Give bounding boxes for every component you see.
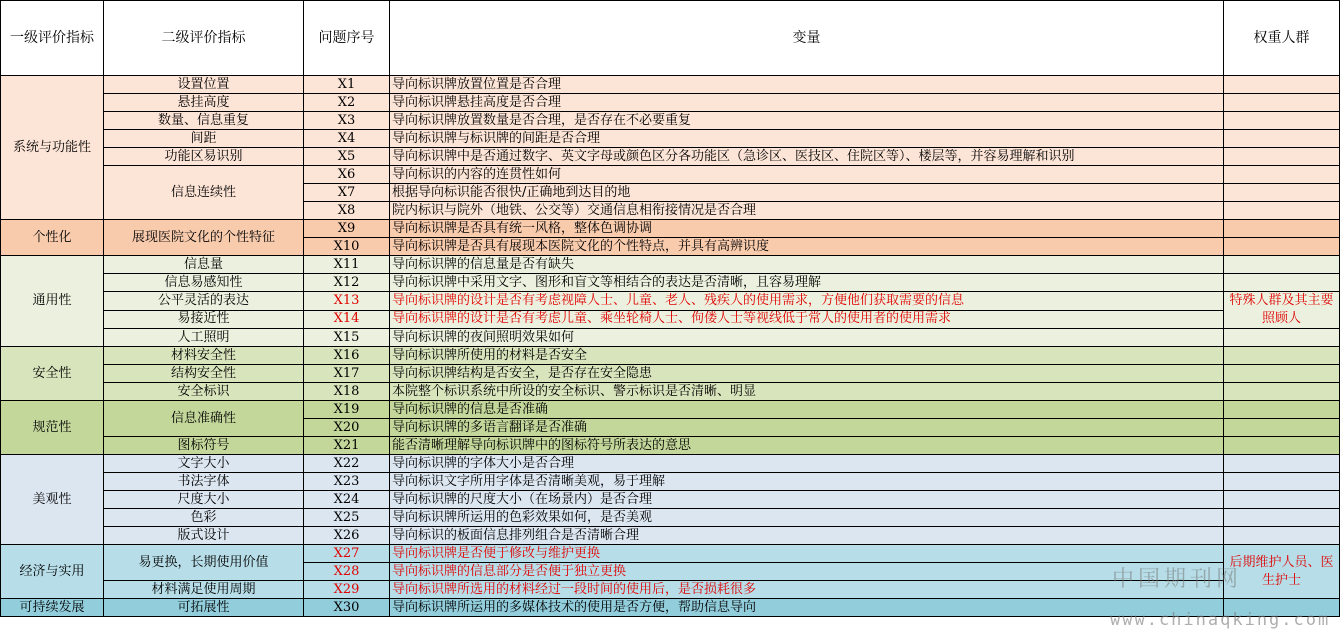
var-cell: 导向标识牌的设计是否有考虑视障人士、儿童、老人、残疾人的使用需求，方便他们获取需要的信息 bbox=[390, 292, 1224, 311]
header-weight-group: 权重人群 bbox=[1224, 1, 1340, 76]
id-cell: X4 bbox=[304, 130, 390, 148]
id-cell: X11 bbox=[304, 256, 390, 274]
id-cell: X27 bbox=[304, 545, 390, 563]
sub-cell: 可拓展性 bbox=[104, 599, 304, 617]
weight-cell bbox=[1224, 220, 1340, 238]
sub-cell: 展现医院文化的个性特征 bbox=[104, 220, 304, 256]
var-cell: 导向标识的内容的连贯性如何 bbox=[390, 166, 1224, 184]
header-question-id: 问题序号 bbox=[304, 1, 390, 76]
sub-cell: 结构安全性 bbox=[104, 365, 304, 383]
table-row bbox=[1, 166, 1340, 184]
id-cell: X2 bbox=[304, 94, 390, 112]
weight-cell bbox=[1224, 509, 1340, 527]
table-row bbox=[1, 256, 1340, 274]
var-cell: 导向标识牌所运用的多媒体技术的使用是否方便，帮助信息导向 bbox=[390, 599, 1224, 617]
sub-cell: 悬挂高度 bbox=[104, 94, 304, 112]
sub-cell: 尺度大小 bbox=[104, 491, 304, 509]
id-cell: X7 bbox=[304, 184, 390, 202]
var-cell: 导向标识牌的多语言翻译是否准确 bbox=[390, 419, 1224, 437]
weight-cell bbox=[1224, 148, 1340, 166]
table-row bbox=[1, 76, 1340, 94]
watermark-title: 中国期刊网 bbox=[1112, 567, 1243, 592]
table-row bbox=[1, 220, 1340, 238]
table-row bbox=[1, 94, 1340, 112]
var-cell: 导向标识文字所用字体是否清晰美观，易于理解 bbox=[390, 473, 1224, 491]
sub-cell: 功能区易识别 bbox=[104, 148, 304, 166]
header-level1: 一级评价指标 bbox=[1, 1, 104, 76]
var-cell: 导向标识牌结构是否安全，是否存在安全隐患 bbox=[390, 365, 1224, 383]
group-cell: 通用性 bbox=[1, 256, 104, 347]
table-row bbox=[1, 599, 1340, 617]
sub-cell: 信息连续性 bbox=[104, 166, 304, 220]
table-header-row bbox=[1, 1, 1340, 76]
sub-cell: 公平灵活的表达 bbox=[104, 292, 304, 311]
sub-cell: 版式设计 bbox=[104, 527, 304, 545]
id-cell: X23 bbox=[304, 473, 390, 491]
group-cell: 规范性 bbox=[1, 401, 104, 455]
var-cell: 导向标识牌的信息量是否有缺失 bbox=[390, 256, 1224, 274]
var-cell: 导向标识牌的信息是否准确 bbox=[390, 401, 1224, 419]
table-row bbox=[1, 509, 1340, 527]
weight-cell bbox=[1224, 184, 1340, 202]
group-cell: 经济与实用 bbox=[1, 545, 104, 599]
id-cell: X10 bbox=[304, 238, 390, 256]
weight-cell bbox=[1224, 365, 1340, 383]
weight-cell: 后期维护人员、医生护士 bbox=[1224, 545, 1340, 599]
var-cell: 导向标识牌中采用文字、图形和盲文等相结合的表达是否清晰，且容易理解 bbox=[390, 274, 1224, 292]
id-cell: X5 bbox=[304, 148, 390, 166]
table-row bbox=[1, 292, 1340, 311]
id-cell: X18 bbox=[304, 383, 390, 401]
var-cell: 导向标识牌放置数量是否合理，是否存在不必要重复 bbox=[390, 112, 1224, 130]
weight-cell bbox=[1224, 202, 1340, 220]
id-cell: X6 bbox=[304, 166, 390, 184]
sub-cell: 信息准确性 bbox=[104, 401, 304, 437]
id-cell: X22 bbox=[304, 455, 390, 473]
weight-cell bbox=[1224, 437, 1340, 455]
weight-cell bbox=[1224, 329, 1340, 347]
table-row bbox=[1, 365, 1340, 383]
var-cell: 能否清晰理解导向标识牌中的图标符号所表达的意思 bbox=[390, 437, 1224, 455]
weight-cell bbox=[1224, 527, 1340, 545]
group-cell: 个性化 bbox=[1, 220, 104, 256]
sub-cell: 文字大小 bbox=[104, 455, 304, 473]
table-row bbox=[1, 437, 1340, 455]
weight-cell bbox=[1224, 76, 1340, 94]
id-cell: X13 bbox=[304, 292, 390, 311]
id-cell: X15 bbox=[304, 329, 390, 347]
weight-cell bbox=[1224, 238, 1340, 256]
var-cell: 导向标识牌所选用的材料经过一段时间的使用后，是否损耗很多 bbox=[390, 581, 1224, 599]
var-cell: 导向标识牌是否具有展现本医院文化的个性特点，并具有高辨识度 bbox=[390, 238, 1224, 256]
group-cell: 安全性 bbox=[1, 347, 104, 401]
table-row bbox=[1, 329, 1340, 347]
weight-cell bbox=[1224, 401, 1340, 419]
var-cell: 导向标识牌的设计是否有考虑儿童、乘坐轮椅人士、佝偻人士等视线低于常人的使用者的使用需求 bbox=[390, 310, 1224, 329]
group-cell: 美观性 bbox=[1, 455, 104, 545]
weight-cell bbox=[1224, 94, 1340, 112]
var-cell: 导向标识牌是否具有统一风格，整体色调协调 bbox=[390, 220, 1224, 238]
var-cell: 导向标识牌是否便于修改与维护更换 bbox=[390, 545, 1224, 563]
sub-cell: 材料满足使用周期 bbox=[104, 581, 304, 599]
sub-cell: 人工照明 bbox=[104, 329, 304, 347]
sub-cell: 信息易感知性 bbox=[104, 274, 304, 292]
id-cell: X21 bbox=[304, 437, 390, 455]
id-cell: X19 bbox=[304, 401, 390, 419]
id-cell: X24 bbox=[304, 491, 390, 509]
sub-cell: 材料安全性 bbox=[104, 347, 304, 365]
weight-cell bbox=[1224, 130, 1340, 148]
sub-cell: 安全标识 bbox=[104, 383, 304, 401]
table-row bbox=[1, 527, 1340, 545]
var-cell: 导向标识牌所使用的材料是否安全 bbox=[390, 347, 1224, 365]
sub-cell: 信息量 bbox=[104, 256, 304, 274]
id-cell: X14 bbox=[304, 310, 390, 329]
id-cell: X8 bbox=[304, 202, 390, 220]
sub-cell: 色彩 bbox=[104, 509, 304, 527]
id-cell: X29 bbox=[304, 581, 390, 599]
header-level2: 二级评价指标 bbox=[104, 1, 304, 76]
weight-cell bbox=[1224, 274, 1340, 292]
id-cell: X28 bbox=[304, 563, 390, 581]
group-cell: 系统与功能性 bbox=[1, 76, 104, 220]
sub-cell: 设置位置 bbox=[104, 76, 304, 94]
weight-cell bbox=[1224, 256, 1340, 274]
weight-cell bbox=[1224, 383, 1340, 401]
id-cell: X3 bbox=[304, 112, 390, 130]
table-row bbox=[1, 130, 1340, 148]
table-row bbox=[1, 401, 1340, 419]
id-cell: X16 bbox=[304, 347, 390, 365]
table-row bbox=[1, 383, 1340, 401]
sub-cell: 易接近性 bbox=[104, 310, 304, 329]
var-cell: 导向标识牌的尺度大小（在场景内）是否合理 bbox=[390, 491, 1224, 509]
weight-cell bbox=[1224, 166, 1340, 184]
weight-cell: 特殊人群及其主要照顾人 bbox=[1224, 292, 1340, 329]
header-variable: 变量 bbox=[390, 1, 1224, 76]
var-cell: 导向标识牌放置位置是否合理 bbox=[390, 76, 1224, 94]
table-row bbox=[1, 473, 1340, 491]
sub-cell: 数量、信息重复 bbox=[104, 112, 304, 130]
var-cell: 导向标识牌与标识牌的间距是否合理 bbox=[390, 130, 1224, 148]
id-cell: X9 bbox=[304, 220, 390, 238]
table-row bbox=[1, 455, 1340, 473]
sub-cell: 易更换，长期使用价值 bbox=[104, 545, 304, 581]
var-cell: 本院整个标识系统中所设的安全标识、警示标识是否清晰、明显 bbox=[390, 383, 1224, 401]
var-cell: 院内标识与院外（地铁、公交等）交通信息相衔接情况是否合理 bbox=[390, 202, 1224, 220]
table-row bbox=[1, 347, 1340, 365]
sub-cell: 书法字体 bbox=[104, 473, 304, 491]
var-cell: 导向标识牌的信息部分是否便于独立更换 bbox=[390, 563, 1224, 581]
weight-cell bbox=[1224, 112, 1340, 130]
id-cell: X25 bbox=[304, 509, 390, 527]
table-row bbox=[1, 274, 1340, 292]
id-cell: X26 bbox=[304, 527, 390, 545]
group-cell: 可持续发展 bbox=[1, 599, 104, 617]
var-cell: 导向标识的板面信息排列组合是否清晰合理 bbox=[390, 527, 1224, 545]
weight-cell bbox=[1224, 419, 1340, 437]
table-row bbox=[1, 310, 1340, 329]
weight-cell bbox=[1224, 599, 1340, 617]
id-cell: X17 bbox=[304, 365, 390, 383]
id-cell: X1 bbox=[304, 76, 390, 94]
sub-cell: 图标符号 bbox=[104, 437, 304, 455]
table-row bbox=[1, 581, 1340, 599]
id-cell: X20 bbox=[304, 419, 390, 437]
weight-cell bbox=[1224, 347, 1340, 365]
var-cell: 导向标识牌中是否通过数字、英文字母或颜色区分各功能区（急诊区、医技区、住院区等）、楼层等，并容易理解和识别 bbox=[390, 148, 1224, 166]
id-cell: X12 bbox=[304, 274, 390, 292]
var-cell: 导向标识牌悬挂高度是否合理 bbox=[390, 94, 1224, 112]
var-cell: 导向标识牌的字体大小是否合理 bbox=[390, 455, 1224, 473]
table-row bbox=[1, 491, 1340, 509]
table-row bbox=[1, 112, 1340, 130]
var-cell: 导向标识牌所运用的色彩效果如何，是否美观 bbox=[390, 509, 1224, 527]
watermark-url: www.chinaqking.com bbox=[1110, 610, 1331, 630]
weight-cell bbox=[1224, 473, 1340, 491]
id-cell: X30 bbox=[304, 599, 390, 617]
weight-cell bbox=[1224, 491, 1340, 509]
table-row bbox=[1, 545, 1340, 563]
sub-cell: 间距 bbox=[104, 130, 304, 148]
var-cell: 导向标识牌的夜间照明效果如何 bbox=[390, 329, 1224, 347]
table-row bbox=[1, 148, 1340, 166]
weight-cell bbox=[1224, 455, 1340, 473]
var-cell: 根据导向标识能否很快/正确地到达目的地 bbox=[390, 184, 1224, 202]
